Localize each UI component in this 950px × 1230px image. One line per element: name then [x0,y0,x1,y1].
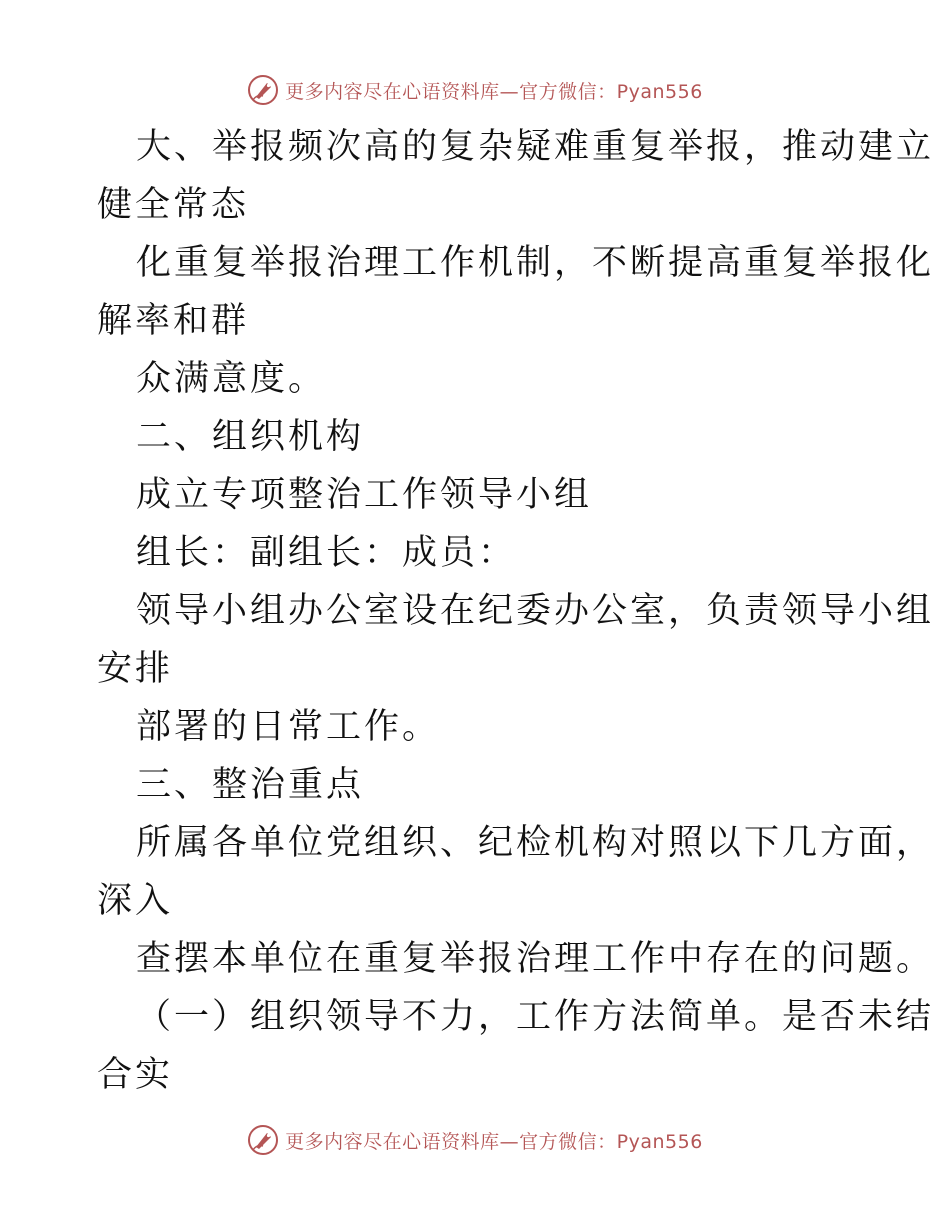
pen-nib-logo-icon [247,74,279,106]
paragraph-line: 深入 [97,881,174,921]
paragraph-line: 众满意度。 [136,359,327,399]
paragraph-line: 合实 [97,1055,174,1095]
paragraph-line: 部署的日常工作。 [136,707,441,747]
watermark-banner-top [0,70,950,110]
paragraph-line: 成立专项整治工作领导小组 [136,475,593,515]
paragraph-line: 大、举报频次高的复杂疑难重复举报，推动建立 [136,127,935,167]
paragraph-line: 化重复举报治理工作机制，不断提高重复举报化 [136,243,935,283]
paragraph-line: 查摆本单位在重复举报治理工作中存在的问题。 [136,939,935,979]
section-heading: 三、整治重点 [136,765,365,805]
paragraph-line: 组长：副组长：成员： [136,533,517,573]
paragraph-line: 所属各单位党组织、纪检机构对照以下几方面， [136,823,935,863]
paragraph-line: 安排 [97,649,174,689]
paragraph-line: 领导小组办公室设在纪委办公室，负责领导小组 [136,591,935,631]
paragraph-line: 解率和群 [97,301,250,341]
watermark-banner-bottom [0,1120,950,1160]
watermark-text: 更多内容尽在心语资料库—官方微信：Pyan556 [285,80,703,103]
section-heading: 二、组织机构 [136,417,365,457]
subsection-heading: （一）组织领导不力，工作方法简单。是否未结 [136,997,935,1037]
watermark-text: 更多内容尽在心语资料库—官方微信：Pyan556 [285,1130,703,1153]
pen-nib-logo-icon [247,1124,279,1156]
paragraph-line: 健全常态 [97,185,250,225]
